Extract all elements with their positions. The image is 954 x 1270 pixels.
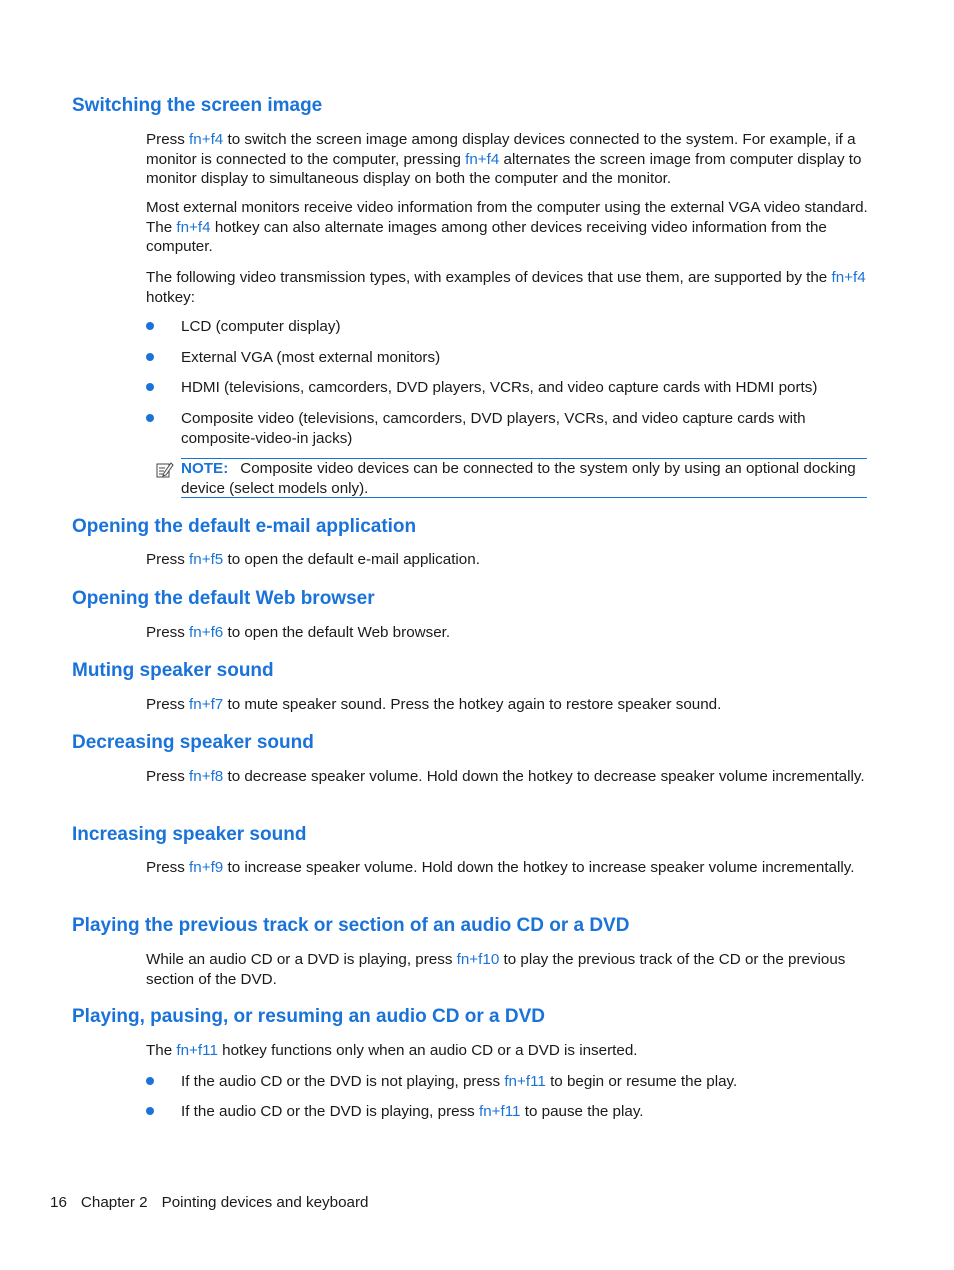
page-number: 16	[50, 1194, 67, 1211]
bullet-icon	[146, 1107, 154, 1115]
paragraph: Press fn+f5 to open the default e-mail application.	[146, 551, 480, 568]
page-footer	[50, 1193, 382, 1212]
chapter-title: Pointing devices and keyboard	[161, 1194, 369, 1211]
paragraph: The following video transmission types, with examples of devices that use them, are supported by the fn+f4 hotkey:	[146, 269, 866, 306]
paragraph: The fn+f11 hotkey functions only when an audio CD or a DVD is inserted.	[146, 1042, 638, 1059]
chapter-label: Chapter 2	[80, 1194, 148, 1211]
hotkey-link: fn+f11	[176, 1042, 218, 1059]
bullet-icon	[146, 383, 154, 391]
hotkey-link: fn+f7	[189, 696, 224, 713]
hotkey-link: fn+f4	[176, 218, 211, 236]
bullet-icon	[146, 322, 154, 330]
section-heading-mute: Muting speaker sound	[72, 660, 274, 681]
bullet-icon	[146, 414, 154, 422]
paragraph: Press fn+f4 to switch the screen image among display devices connected to the system. For example, if a monitor is connected to the computer, pressing fn+f4 alternates the screen image from computer display to monitor display to simultaneous display on both the computer and the monitor.	[146, 131, 862, 187]
hotkey-link: fn+f9	[189, 859, 224, 876]
note-pencil-icon	[156, 461, 174, 479]
bullet-icon	[146, 1077, 154, 1085]
bullet-icon	[146, 353, 154, 361]
section-heading-decrease: Decreasing speaker sound	[72, 732, 314, 753]
note-text: NOTE: Composite video devices can be connected to the system only by using an optional docking device (select models only).	[181, 460, 856, 497]
hotkey-link: fn+f4	[831, 269, 866, 286]
hotkey-link: fn+f4	[189, 131, 224, 148]
hotkey-link: fn+f4	[465, 150, 500, 168]
section-heading-previous: Playing the previous track or section of an audio CD or a DVD	[72, 915, 630, 936]
paragraph: While an audio CD or a DVD is playing, press fn+f10 to play the previous track of the CD or the previous section of the DVD.	[146, 951, 846, 988]
section-heading-browser: Opening the default Web browser	[72, 588, 375, 609]
paragraph: Most external monitors receive video information from the computer using the external VGA video standard. The fn+f4 hotkey can also alternate images among other devices receiving video information from the computer.	[146, 199, 868, 255]
section-heading-email: Opening the default e-mail application	[72, 516, 417, 537]
paragraph: Press fn+f9 to increase speaker volume. Hold down the hotkey to increase speaker volume incrementally.	[146, 859, 855, 876]
hotkey-link: fn+f11	[504, 1073, 546, 1090]
paragraph: Press fn+f7 to mute speaker sound. Press the hotkey again to restore speaker sound.	[146, 696, 722, 713]
hotkey-link: fn+f10	[456, 951, 500, 968]
hotkey-link: fn+f11	[478, 1103, 521, 1120]
note-label: NOTE:	[181, 460, 229, 477]
hotkey-link: fn+f5	[189, 551, 224, 568]
hotkey-link: fn+f6	[189, 624, 224, 641]
section-heading-switching: Switching the screen image	[72, 95, 323, 116]
paragraph: Press fn+f6 to open the default Web browser.	[146, 624, 451, 641]
section-heading-increase: Increasing speaker sound	[72, 824, 307, 845]
section-heading-playpause: Playing, pausing, or resuming an audio CD or a DVD	[72, 1006, 545, 1027]
hotkey-link: fn+f8	[189, 768, 224, 785]
paragraph: Press fn+f8 to decrease speaker volume. Hold down the hotkey to decrease speaker volume incrementally.	[146, 768, 865, 785]
